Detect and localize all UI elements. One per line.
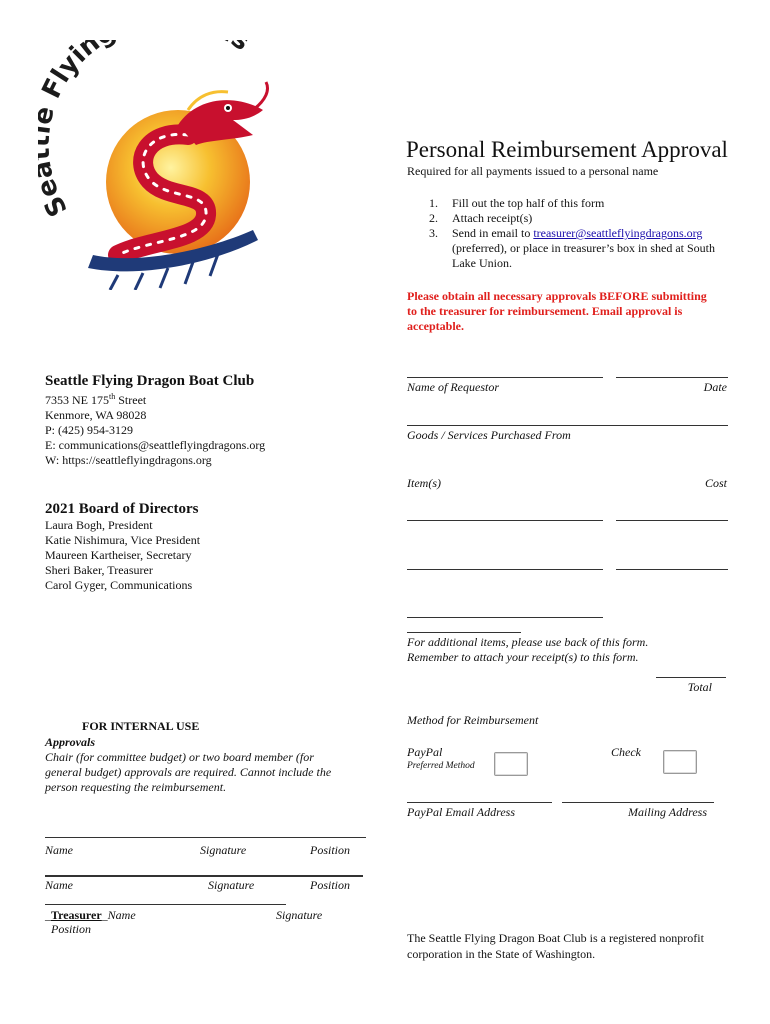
paypal-label: PayPal [407,745,443,759]
additional-items-note: For additional items, please use back of this form. Remember to attach your receipt(s) to this form. [407,635,649,664]
approvals-note: Chair (for committee budget) or two board member (for general budget) approvals are required. Cannot include the person requesting the reimbursement. [45,750,332,794]
step-1: 1. Fill out the top half of this form [429,196,605,210]
method-label: Method for Reimbursement [407,713,539,727]
cost-field[interactable] [616,569,728,570]
club-website: W: https://seattleflyingdragons.org [45,453,212,467]
preferred-method-label: Preferred Method [407,761,475,771]
goods-services-field[interactable] [407,425,728,426]
approver-1-signature-label: Signature [200,843,247,857]
approver-1-name-label: Name [45,843,73,857]
nonprofit-statement: The Seattle Flying Dragon Boat Club is a registered nonprofit corporation in the State of Washington. [407,931,704,961]
items-label: Item(s) [407,476,441,490]
requestor-label: Name of Requestor [407,380,499,394]
page-title: Personal Reimbursement Approval [406,137,728,162]
approver-1-position-label: Position [310,843,351,857]
board-member: Maureen Kartheiser, Secretary [45,548,192,562]
total-field[interactable] [656,677,726,678]
approval-warning: Please obtain all necessary approvals BEFORE submitting to the treasurer for reimbursement. Email approval is acceptable. [407,289,707,333]
club-email: E: communications@seattleflyingdragons.org [45,438,266,452]
board-heading: 2021 Board of Directors [45,501,199,517]
internal-use-heading: FOR INTERNAL USE [82,719,200,733]
check-label: Check [611,745,641,759]
board-member: Katie Nishimura, Vice President [45,533,201,547]
board-member: Sheri Baker, Treasurer [45,563,153,577]
logo-text: S Flyin s [38,40,256,222]
treasurer-email-link[interactable]: treasurer@seattleflyingdragons.org [533,226,703,240]
board-members [45,518,200,593]
club-logo [38,40,288,290]
check-checkbox[interactable] [663,750,697,774]
board-member: Laura Bogh, President [45,518,153,532]
total-label: Total [687,680,712,694]
approver-2-signature-label: Signature [208,878,255,892]
approver-2-position-label: Position [310,878,351,892]
approvals-heading: Approvals [45,735,96,749]
page-subtitle: Required for all payments issued to a personal name [407,164,659,178]
goods-services-label: Goods / Services Purchased From [407,428,571,442]
item-field[interactable] [407,569,603,570]
cost-field[interactable] [616,520,728,521]
mailing-address-label: Mailing Address [627,805,707,819]
approver-1-field[interactable] [45,837,366,838]
club-address-line-1: 7353 NE 175th Street [45,392,147,407]
treasurer-approval-field[interactable] [45,904,286,905]
treasurer-position-label: Position [51,922,92,936]
item-field[interactable] [407,617,603,618]
requestor-name-field[interactable] [407,377,603,378]
date-field[interactable] [616,377,728,378]
approver-2-field[interactable] [45,875,363,877]
date-label: Date [703,380,727,394]
paypal-email-label: PayPal Email Address [407,805,515,819]
treasurer-name-label: _Treasurer_Name [45,908,136,922]
paypal-email-field[interactable] [407,802,552,803]
step-2: 2. Attach receipt(s) [429,211,533,225]
step-3: 3. Send in email to treasurer@seattleflyingdragons.org (preferred), or place in treasurer’s box in shed at South Lake Union. [429,226,716,270]
board-member: Carol Gyger, Communications [45,578,193,592]
mailing-address-field[interactable] [562,802,714,803]
item-field[interactable] [407,520,603,521]
club-address-line-2: Kenmore, WA 98028 [45,408,147,422]
cost-field[interactable] [407,632,521,633]
paypal-checkbox[interactable] [494,752,528,776]
instructions-list [407,196,747,271]
club-contact [45,389,265,468]
approver-2-name-label: Name [45,878,73,892]
treasurer-signature-label: Signature [276,908,323,922]
cost-label: Cost [704,476,727,490]
club-name: Seattle Flying Dragon Boat Club [45,373,255,389]
club-phone: P: (425) 954-3129 [45,423,133,437]
